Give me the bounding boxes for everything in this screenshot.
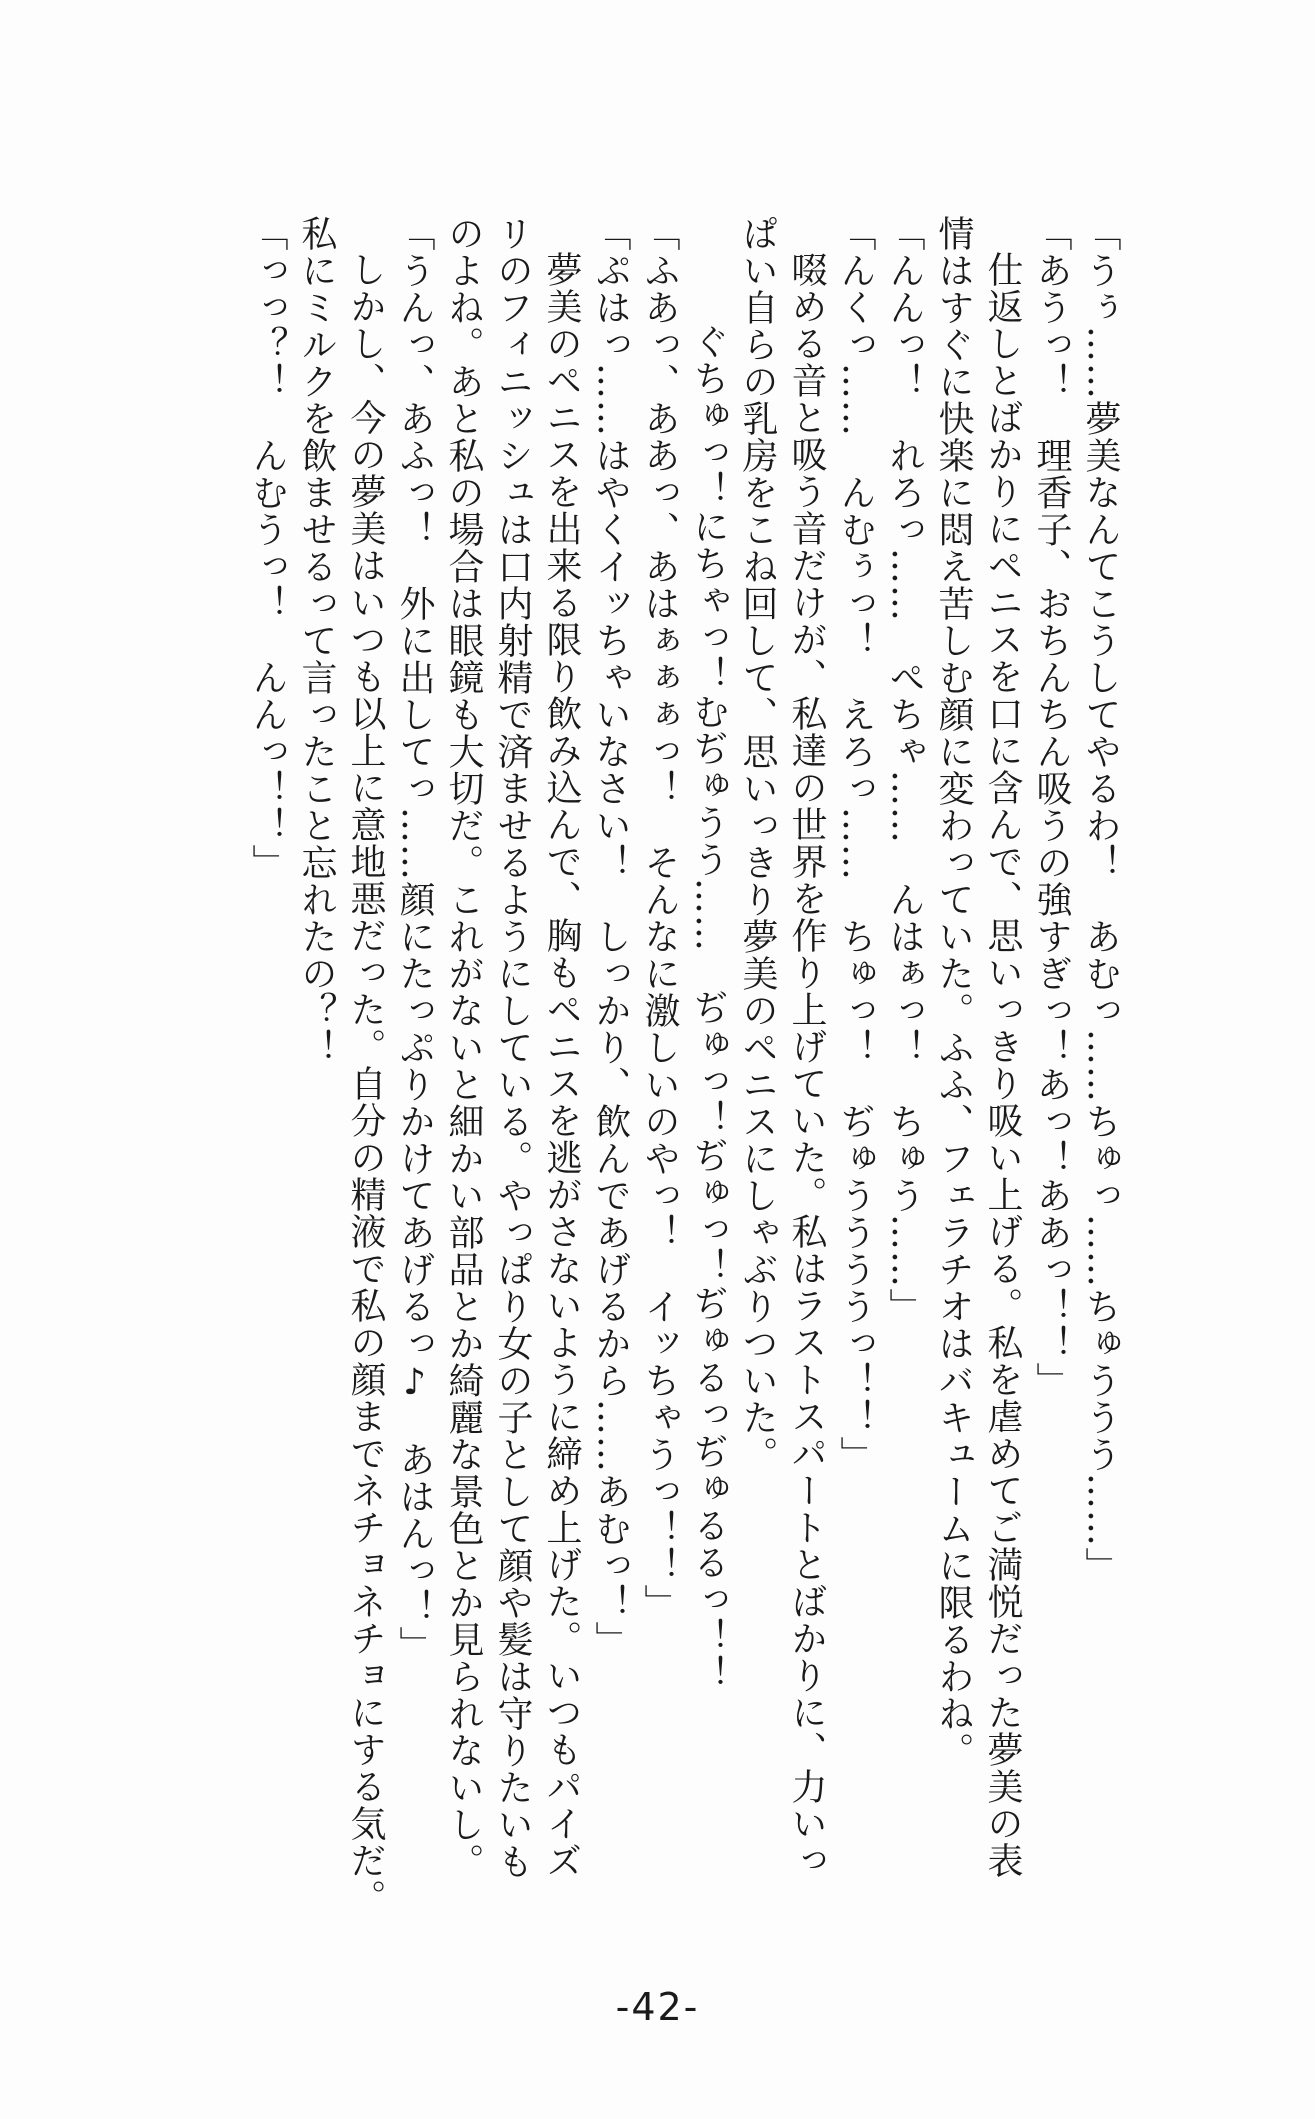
text-line: 仕返しとばかりにペニスを口に含んで、思いっきり吸い上げる。私を虐めてご満悦だった夢美の表 bbox=[982, 251, 1023, 1879]
text-line: 情はすぐに快楽に悶え苦しむ顔に変わっていた。ふふ、フェラチオはバキュームに限るわね。 bbox=[933, 215, 974, 1769]
vertical-text-body bbox=[243, 215, 1125, 1916]
text-line: ぐちゅっ！にちゃっ！むぢゅうう…… ぢゅっ！ぢゅっ！ぢゅるっぢゅるるっ！！ bbox=[688, 323, 729, 1692]
text-line: ぱい自らの乳房をこね回して、思いっきり夢美のペニスにしゃぶりついた。 bbox=[737, 215, 778, 1473]
text-line: 「ぷはっ……はやくイッちゃいなさい！ しっかり、飲んであげるから……あむっ！」 bbox=[590, 215, 631, 1658]
text-line: 「うんっ、あふっ！ 外に出してっ……顔にたっぷりかけてあげるっ♪ あはんっ！」 bbox=[394, 215, 435, 1663]
text-line: のよね。あと私の場合は眼鏡も大切だ。これがないと細かい部品とか綺麗な景色とか見られないし。 bbox=[443, 215, 484, 1880]
text-line: 「んくっ…… んむぅっ！ えろっ…… ちゅっ！ ぢゅううううっ！！」 bbox=[835, 215, 876, 1473]
text-line: 「あうっ！ 理香子、おちんちん吸うの強すぎっ！あっ！ああっ！！」 bbox=[1031, 215, 1072, 1399]
text-line: 夢美のペニスを出来る限り飲み込んで、胸もペニスを逃がさないように締め上げた。いつもパイズ bbox=[541, 251, 582, 1879]
text-line: 私にミルクを飲ませるって言ったこと忘れたの？！ bbox=[296, 215, 337, 1066]
text-line: しかし、今の夢美はいつも以上に意地悪だった。自分の精液で私の顔までネチョネチョにする気だ。 bbox=[345, 251, 386, 1916]
text-line: 「っっ？！ んむうっ！ んんっ！！」 bbox=[247, 215, 288, 881]
text-line: 「ふあっ、ああっ、あはぁぁぁっ！ そんなに激しいのやっ！ イッちゃうっ！！」 bbox=[639, 215, 680, 1621]
text-line: 「んんっ！ れろっ…… ぺちゃ…… んはぁっ！ ちゅう……」 bbox=[884, 215, 925, 1325]
text-line: 啜める音と吸う音だけが、私達の世界を作り上げていた。私はラストスパートとばかりに、力いっ bbox=[786, 251, 827, 1879]
text-line: 「うぅ……夢美なんてこうしてやるわ！ あむっ……ちゅっ……ちゅううう……」 bbox=[1080, 215, 1121, 1584]
text-line: リのフィニッシュは口内射精で済ませるようにしている。やっぱり女の子として顔や髪は守りたいも bbox=[492, 215, 533, 1880]
page-number: -42- bbox=[615, 1985, 700, 2029]
